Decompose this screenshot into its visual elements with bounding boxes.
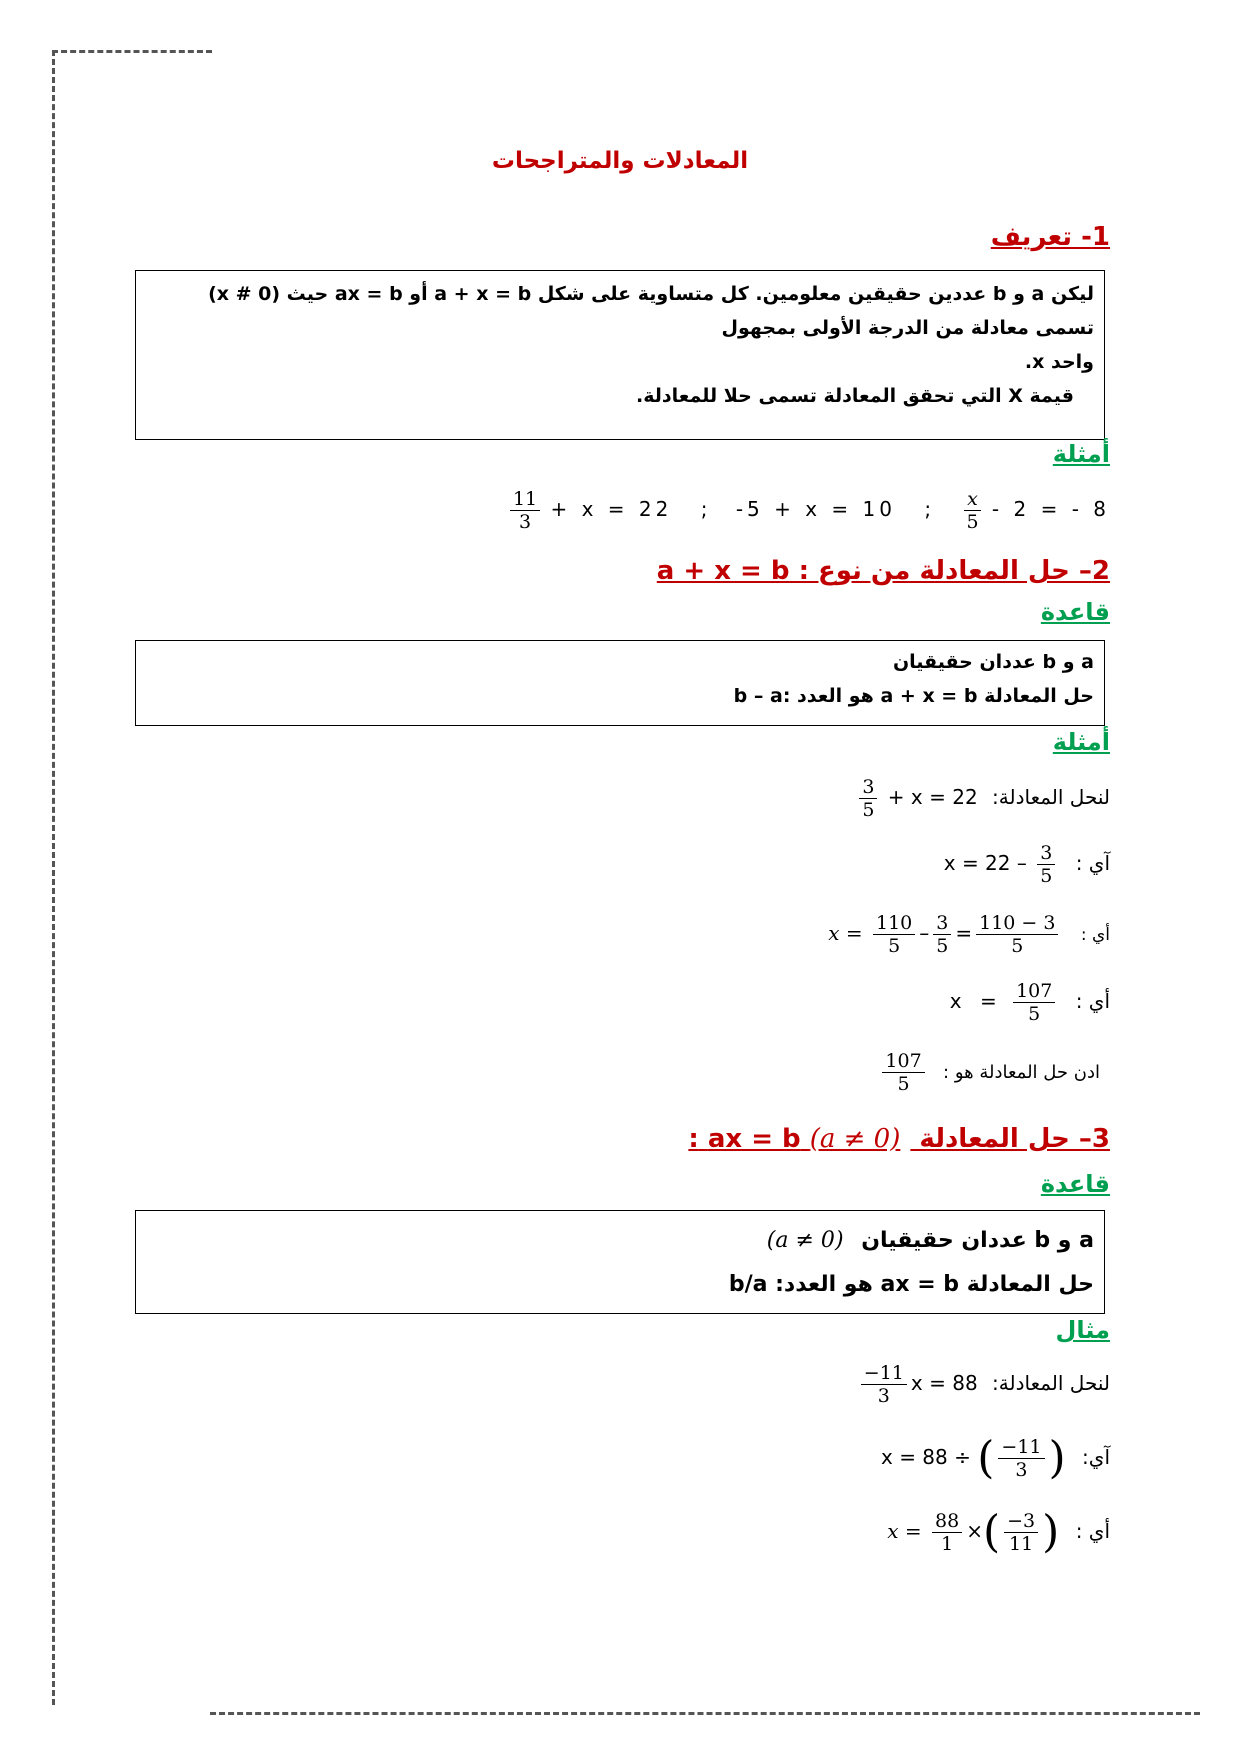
fraction: $\frac{3}{5}$ xyxy=(859,776,877,821)
rule-box-2 xyxy=(135,640,1105,726)
ay-label: أي : xyxy=(1075,989,1110,1013)
equation-rest: x = 88 xyxy=(910,1371,978,1395)
examples-row xyxy=(506,488,1110,533)
solve-line-2 xyxy=(855,776,1110,821)
ay-label: أي : xyxy=(1080,925,1110,945)
fraction: $\frac{-3}{11}$ xyxy=(1004,1510,1038,1555)
definition-box xyxy=(135,270,1105,440)
definition-line-1: ليكن a و b عددين حقيقين معلومين. كل متساوية على شكل a + x = b أو ax = b حيث (x # 0) xyxy=(208,283,1094,305)
ay-label: أي : xyxy=(1075,1519,1110,1543)
ay-label: آي: xyxy=(1082,1445,1110,1469)
fraction: $\frac{107}{5}$ xyxy=(882,1050,924,1095)
fraction: $\frac{3}{5}$ xyxy=(1037,842,1055,887)
rule-2-line-2: حل المعادلة a + x = b هو العدد :b – a xyxy=(733,685,1094,707)
fraction: $\frac{110 - 3}{5}$ xyxy=(976,912,1058,957)
rule-3-line-2: حل المعادلة ax = b هو العدد: b/a xyxy=(728,1272,1094,1297)
section-3-colon: : xyxy=(688,1124,699,1154)
conclusion-line xyxy=(878,1050,1100,1095)
definition-line-3: واحد x. xyxy=(1024,351,1094,373)
example-2: -5 + x = 10 xyxy=(735,497,896,521)
ay-label: آي : xyxy=(1075,851,1110,875)
equation-rest: + x = 22 xyxy=(887,785,978,809)
rule-3-condition: (a ≠ 0) xyxy=(766,1228,844,1253)
step-lhs: x = xyxy=(949,989,1003,1013)
rule-label-2: قاعدة xyxy=(1040,598,1110,626)
example-1-rest: + x = 22 xyxy=(550,497,673,521)
step-lhs: x = xyxy=(828,921,863,945)
page-border-left xyxy=(52,50,61,1705)
fraction: $\frac{110}{5}$ xyxy=(873,912,915,957)
definition-line-4: قيمة X التي تحقق المعادلة تسمى حلا للمعادلة. xyxy=(636,385,1074,407)
example-3-rest: - 2 = - 8 xyxy=(991,497,1110,521)
solve-line-3 xyxy=(857,1362,1110,1407)
section-3-heading-text: 3– حل المعادلة ax = b xyxy=(707,1124,1110,1154)
page-border-bottom xyxy=(210,1712,1200,1721)
solve-label: لنحل المعادلة: xyxy=(992,1371,1110,1395)
page-border-top xyxy=(52,50,212,59)
rule-3-line-1: a و b عددان حقيقيان (a ≠ 0) xyxy=(766,1228,1094,1253)
example-label-3: مثال xyxy=(1055,1316,1110,1344)
fraction: $\frac{3}{5}$ xyxy=(933,912,951,957)
step-1-line xyxy=(944,842,1110,887)
fraction: $\frac{-11}{3}$ xyxy=(998,1436,1044,1481)
step-1-line-3: x = 88 ÷ ( $\frac{-11}{3}$ ) آي: xyxy=(881,1432,1110,1484)
step-2-line: x = $\frac{110}{5}$ – $\frac{3}{5}$ = $\frac{110 - 3}{5}$ أي : xyxy=(828,912,1110,957)
section-1-heading: 1- تعريف xyxy=(990,222,1110,252)
section-3-condition: (a ≠ 0) xyxy=(809,1124,901,1154)
separator: ; xyxy=(924,497,932,521)
rule-label-3: قاعدة xyxy=(1040,1170,1110,1198)
examples-label-1: أمثلة xyxy=(1052,440,1110,468)
section-2-heading: 2– حل المعادلة من نوع : a + x = b xyxy=(656,556,1110,586)
step-2-line-3: x = $\frac{88}{1}$ ×( $\frac{-3}{11}$ ) أي : xyxy=(887,1506,1110,1558)
examples-label-2: أمثلة xyxy=(1052,728,1110,756)
rule-box-3 xyxy=(135,1210,1105,1314)
step-lhs: x = 22 – xyxy=(943,851,1027,875)
fraction: $\frac{-11}{3}$ xyxy=(861,1362,907,1407)
fraction: $\frac{11}{3}$ xyxy=(510,488,540,533)
definition-line-2: تسمى معادلة من الدرجة الأولى بمجهول xyxy=(721,317,1094,339)
step-lhs: x = xyxy=(887,1519,922,1543)
fraction: $\frac{x}{5}$ xyxy=(963,488,981,533)
separator: ; xyxy=(700,497,708,521)
fraction: $\frac{88}{1}$ xyxy=(932,1510,962,1555)
section-3-heading xyxy=(688,1124,1110,1154)
step-lhs: x = 88 ÷ xyxy=(881,1445,971,1469)
page-title: المعادلات والمتراجحات xyxy=(491,148,749,174)
conclusion-text: ادن حل المعادلة هو : xyxy=(943,1062,1100,1083)
fraction: $\frac{107}{5}$ xyxy=(1013,980,1055,1025)
solve-label: لنحل المعادلة: xyxy=(992,785,1110,809)
step-3-line xyxy=(950,980,1110,1025)
rule-2-line-1: a و b عددان حقيقيان xyxy=(892,651,1094,673)
